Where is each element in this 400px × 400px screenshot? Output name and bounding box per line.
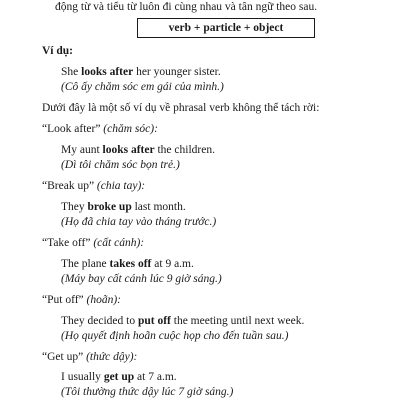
entry-term: “Break up” [42, 180, 95, 192]
formula-box: verb + particle + object [137, 18, 315, 38]
example-sentence [61, 65, 221, 79]
entry-term: “Put off” [42, 294, 84, 306]
list-intro: Dưới đây là một số ví dụ về phrasal verb không thể tách rời: [42, 102, 320, 114]
entry-gloss: (cất cánh): [90, 237, 145, 249]
entry-sentence [61, 143, 215, 157]
example-translation: (Cô ấy chăm sóc em gái của mình.) [61, 81, 224, 93]
entry-heading [42, 350, 137, 364]
entry-sentence-pre: They decided to [61, 315, 138, 327]
entry-term: “Look after” [42, 123, 101, 135]
entry-gloss: (thức dậy): [83, 351, 138, 363]
entry-sentence-post: at 7 a.m. [134, 371, 177, 383]
entry-phrasal-verb: takes off [109, 258, 152, 270]
entry-gloss: (chăm sóc): [100, 123, 158, 135]
entry-heading [42, 179, 145, 193]
entry-sentence-pre: My aunt [61, 144, 103, 156]
entry-sentence-pre: The plane [61, 258, 110, 270]
entry-phrasal-verb: looks after [102, 144, 155, 156]
entry-sentence-post: the children. [154, 144, 215, 156]
entry-sentence [61, 257, 194, 271]
entry-phrasal-verb: get up [103, 371, 135, 383]
entry-term: “Take off” [42, 237, 91, 249]
entry-sentence [61, 200, 186, 214]
entry-translation: (Họ đã chia tay vào tháng trước.) [61, 216, 217, 228]
entry-heading [42, 236, 144, 250]
entry-sentence-post: the meeting until next week. [170, 315, 305, 327]
example-label: Ví dụ: [42, 45, 73, 57]
example-sentence-post: her younger sister. [133, 66, 221, 78]
entry-sentence-post: at 9 a.m. [151, 258, 194, 270]
entry-gloss: (hoãn): [83, 294, 122, 306]
entry-sentence-post: last month. [131, 201, 186, 213]
entry-sentence-pre: They [61, 201, 88, 213]
entry-heading [42, 122, 158, 136]
entry-sentence-pre: I usually [61, 371, 104, 383]
entry-translation: (Dì tôi chăm sóc bọn trẻ.) [61, 159, 180, 171]
example-sentence-pre: She [61, 66, 82, 78]
entry-sentence [61, 314, 304, 328]
entry-translation: (Máy bay cất cánh lúc 9 giờ sáng.) [61, 273, 222, 285]
entry-gloss: (chia tay): [94, 180, 146, 192]
example-phrasal-verb: looks after [81, 66, 134, 78]
entry-translation: (Họ quyết định hoãn cuộc họp cho đến tuần sau.) [61, 330, 289, 342]
entry-term: “Get up” [42, 351, 84, 363]
entry-translation: (Tôi thường thức dậy lúc 7 giờ sáng.) [61, 386, 234, 398]
entry-sentence [61, 370, 177, 384]
intro-text: động từ và tiểu từ luôn đi cùng nhau và tân ngữ theo sau. [55, 1, 318, 13]
entry-phrasal-verb: put off [137, 315, 171, 327]
entry-phrasal-verb: broke up [87, 201, 132, 213]
entry-heading [42, 293, 121, 307]
